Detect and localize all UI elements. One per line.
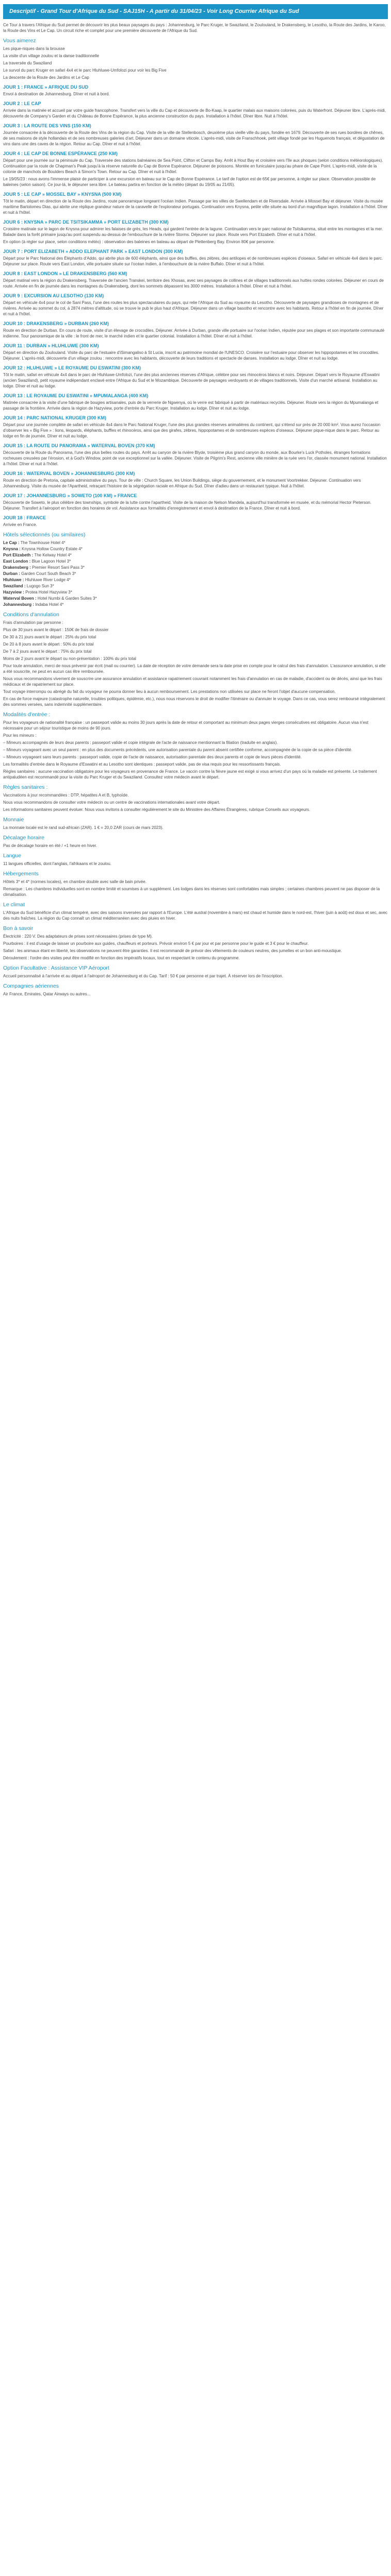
section-paragraph: Les formalités d'entrée dans le Royaume d'Eswatini et au Lesotho sont identiques : passeport valide, pas de visa requis pour les ressortissants français. (3, 762, 281, 767)
info-sections (3, 612, 388, 997)
section-paragraph: Journée consacrée à la découverte de la Route des Vins de la région du Cap. Visite de la ville de Stellenbosch, deuxième plus vieille ville du pays, fondée en 1679. Découverte de ses rues bordées de chênes, de ses maisons de style hollandais et de ses nombreuses galeries d'art. Déjeuner dans un domaine viticole. L'après-midi, visite de Franschhoek, petit village fondé par les Huguenots français, et dégustation de vins dans une des caves de la région. Retour au Cap. Dîner et nuit à l'hôtel. (3, 130, 385, 146)
section-paragraph: Moins de 2 jours avant le départ ou non-présentation : 100% du prix total (3, 656, 136, 661)
section-paragraph: Départ pour une journée sur la péninsule du Cap. Traversée des stations balnéaires de Sea Point, Clifton et Camps Bay. Arrêt à Hout Bay et croisière vers l'île aux phoques (selon conditions météorologiques). Continuation par la route de Chapman's Peak jusqu'à la réserve naturelle du Cap de Bonne Espérance. Déjeuner de poissons. Montée en funiculaire jusqu'au phare de Cape Point. L'après-midi, visite de la colonie de manchots de Boulders Beach à Simon's Town. Retour au Cap. Dîner et nuit à l'hôtel. (3, 158, 383, 174)
hotel-name: Protea Hotel Hazyview 3* (25, 590, 72, 595)
section-paragraph: Plus de 30 jours avant le départ : 150€ de frais de dossier (3, 628, 109, 632)
section-paragraph: Arrivée en France. (3, 522, 37, 527)
hotel-name: The Townhouse Hotel 4* (20, 540, 66, 545)
section-paragraph: La descente de la Route des Jardins et Le Cap (3, 75, 89, 80)
section-heading: Le climat (3, 902, 25, 908)
section-paragraph: Les informations sanitaires peuvent évoluer. Nous vous invitons à consulter régulièrement le site du Ministère des Affaires Étrangères, rubrique Conseils aux voyageurs. (3, 807, 311, 812)
section-paragraph: Départ matinal vers la région du Drakensberg. Traversée de l'ancien Transkei, territoire des Xhosas, avec ses paysages de collines et de villages traditionnels aux huttes rondes colorées. Déjeuner en cours de route. Arrivée en fin de journée dans les montagnes du Drakensberg, dont les sommets dépassent les 3000 mètres. Installation à l'hôtel. Dîner et nuit à l'hôtel. (3, 278, 384, 289)
section-paragraph: Départ pour le Parc National des Éléphants d'Addo, qui abrite plus de 600 éléphants, ainsi que des buffles, des zèbres, des antilopes et de nombreuses espèces d'oiseaux. Safari en véhicule 4x4 dans le parc. Déjeuner sur place. Route vers East London, ville portuaire située sur l'océan Indien, à l'embouchure de la rivière Buffalo. Dîner et nuit à l'hôtel. (3, 256, 383, 266)
section-paragraph: En option (à régler sur place, selon conditions météo) : observation des baleines en bateau au départ de Plettenberg Bay. Environ 80€ par personne. (3, 240, 275, 244)
section-paragraph: Nous vous recommandons de consulter votre médecin ou un centre de vaccinations internationales avant votre départ. (3, 800, 220, 805)
section-paragraph: Matinée consacrée à la visite d'une fabrique de bougies artisanales, puis de la verrerie de Ngwenya, où le verre est fabriqué à partir de matériaux recyclés. Déjeuner. Route vers la région du Mpumalanga et passage de la frontière. Arrivée dans la région de Hazyview, porte d'entrée du Parc Kruger. Installation au lodge. Dîner et nuit au lodge. (3, 400, 379, 411)
section-paragraph: De 30 à 21 jours avant le départ : 25% du prix total (3, 635, 96, 639)
section-paragraph: Envol à destination de Johannesburg. Dîner et nuit à bord. (3, 92, 110, 96)
section-heading: JOUR 7 : PORT ELIZABETH » ADDO ELEPHANT PARK » EAST LONDON (300 KM) (3, 249, 183, 254)
section-paragraph: Tôt le matin, safari en véhicule 4x4 dans le parc de Hluhluwe-Umfolozi, l'une des plus anciennes réserves d'Afrique, célèbre pour ses rhinocéros blancs et noirs. Déjeuner. Départ vers le Royaume d'Eswatini (ancien Swaziland), petit royaume indépendant enclavé entre l'Afrique du Sud et le Mozambique. Découverte de paysages verdoyants et de villages traditionnels. Visite d'un marché artisanal. Installation au lodge. Dîner et nuit au lodge. (3, 372, 380, 388)
section-paragraph: L'Afrique du Sud bénéficie d'un climat tempéré, avec des saisons inversées par rapport à l'Europe. L'été austral (novembre à mars) est chaud et humide dans le nord-est, l'hiver (juin à août) est doux et sec, avec des nuits fraîches. La région du Cap connaît un climat méditerranéen avec des pluies en hiver. (3, 910, 387, 921)
section-paragraph: Départ en véhicule 4x4 pour le col de Sani Pass, l'une des routes les plus spectaculaires du pays, qui relie l'Afrique du Sud au royaume du Lesotho. Découverte de paysages grandioses de montagnes et de rivières. Arrivée au sommet du col, à 2874 mètres d'altitude, où se trouve le pub le plus haut d'Afrique. Déjeuner dans un village basotho et rencontre avec les habitants. Retour à l'hôtel en fin de journée. Dîner et nuit à l'hôtel. (3, 300, 384, 316)
section-paragraph: En cas de force majeure (catastrophe naturelle, troubles politiques, épidémie, etc.), nous nous réservons le droit de modifier l'itinéraire ou d'annuler le voyage. Dans ce cas, vous serez remboursé intégralement des sommes versées, sans indemnité supplémentaire. (3, 697, 385, 707)
hotel-place: Hazyview : (3, 590, 24, 595)
section-heading: JOUR 5 : LE CAP » MOSSEL BAY » KNYSNA (500 KM) (3, 192, 122, 197)
section-paragraph: La visite d'un village zoulou et la danse traditionnelle (3, 54, 100, 58)
hotel-name: Indaba Hotel 4* (35, 602, 64, 607)
hotel-row (3, 540, 388, 546)
section-heading: JOUR 12 : HLUHLUWE » LE ROYAUME DU ESWATINI (300 KM) (3, 365, 141, 370)
section-heading: JOUR 16 : WATERVAL BOVEN » JOHANNESBURG (300 KM) (3, 471, 135, 476)
itinerary-sections (3, 38, 388, 528)
section-paragraph: Vaccinations à jour recommandées : DTP, hépatites A et B, typhoïde. (3, 793, 129, 798)
hotels-heading: Hôtels sélectionnés (ou similaires) (3, 532, 86, 538)
section-heading: JOUR 15 : LA ROUTE DU PANORAMA » WATERVAL BOVEN (370 KM) (3, 443, 155, 448)
section-paragraph: 11 langues officielles, dont l'anglais, l'afrikaans et le zoulou. (3, 861, 111, 866)
section-heading: JOUR 8 : EAST LONDON » LE DRAKENSBERG (560 KM) (3, 271, 127, 276)
hotel-place: Swaziland : (3, 584, 26, 588)
section-paragraph: Frais d'annulation par personne : (3, 620, 63, 625)
section-heading: JOUR 17 : JOHANNESBURG » SOWETO (100 KM) » FRANCE (3, 493, 137, 498)
section-paragraph: Air France, Emirates, Qatar Airways ou autres... (3, 992, 91, 996)
section-heading: JOUR 9 : EXCURSION AU LESOTHO (130 KM) (3, 293, 104, 298)
section-heading: Règles sanitaires : (3, 784, 48, 790)
hotel-row (3, 583, 388, 589)
section-paragraph: Hôtels 3* et 4* (normes locales), en chambre double avec salle de bain privée. (3, 879, 146, 884)
hotel-row (3, 577, 388, 583)
hotel-name: Premier Resort Sani Pass 3* (32, 565, 85, 570)
section-paragraph: De 7 à 2 jours avant le départ : 75% du prix total (3, 649, 92, 654)
section-paragraph: Le survol du parc Kruger en safari 4x4 et le parc Hluhluwe-Umfolozi pour voir les Big Five (3, 68, 167, 73)
hotel-name: Garden Court South Beach 3* (21, 571, 76, 576)
page (0, 0, 391, 1009)
hotel-row (3, 565, 388, 570)
section-heading: Langue (3, 853, 22, 859)
section-heading: Modalités d'entrée : (3, 711, 51, 718)
section-paragraph: Tôt le matin, départ en direction de la Route des Jardins, route panoramique longeant l'océan Indien. Passage par les villes de Swellendam et de Riversdale. Arrivée à Mossel Bay et déjeuner. Visite du musée maritime Bartolomeu Dias, qui abrite une réplique grandeur nature de la caravelle de l'explorateur portugais. Continuation vers Knysna, petite ville située au bord d'un magnifique lagon. Installation à l'hôtel. Dîner et nuit à l'hôtel. (3, 199, 388, 215)
section-paragraph: Pour les mineurs : (3, 733, 37, 738)
hotel-row (3, 546, 388, 552)
section-heading: Compagnies aériennes (3, 983, 59, 989)
section-heading: Décalage horaire (3, 835, 44, 841)
section-paragraph: Le 19/05/23 : nous avons l'immense plaisir de participer à une excursion en bateau sur le Cap de Bonne Espérance. Le tarif de l'option est de 65€ par personne, à régler sur place. Observation possible de baleines (selon saison). Ce jour-là, le déjeuner sera libre. Le bateau partira en fonction de la météo (départ du 19/05 au 21/05). (3, 177, 376, 187)
section-paragraph: Accueil personnalisé à l'arrivée et au départ à l'aéroport de Johannesburg et du Cap. Tarif : 50 € par personne et par trajet. À réserver lors de l'inscription. (3, 974, 283, 978)
section-paragraph: Route en direction de Pretoria, capitale administrative du pays. Tour de ville : Church Square, les Union Buildings, siège du gouvernement, et le monument Voortrekker. Déjeuner. Continuation vers Johannesburg. Visite du musée de l'Apartheid, retraçant l'histoire de la ségrégation raciale en Afrique du Sud. Dîner d'adieu dans un restaurant typique. Nuit à l'hôtel. (3, 478, 361, 488)
section-heading: JOUR 11 : DURBAN » HLUHLUWE (300 KM) (3, 343, 99, 348)
section-heading: JOUR 6 : KNYSNA » PARC DE TSITSIKAMMA » PORT ELIZABETH (300 KM) (3, 219, 169, 225)
section-paragraph: Pourboires : il est d'usage de laisser un pourboire aux guides, chauffeurs et porteurs. Prévoir environ 5 € par jour et par personne pour le guide et 3 € pour le chauffeur. (3, 941, 309, 946)
section-paragraph: Tout voyage interrompu ou abrégé du fait du voyageur ne pourra donner lieu à aucun remboursement. Les prestations non utilisées sur place ne feront l'objet d'aucune compensation. (3, 689, 336, 694)
hotel-place: Knysna : (3, 547, 21, 551)
hotel-name: Hluhluwe River Lodge 4* (25, 578, 71, 582)
section-paragraph: – Mineurs voyageant sans leurs parents : passeport valide, copie de l'acte de naissance, autorisation parentale des deux parents et copie de leurs pièces d'identité. (3, 755, 302, 759)
hotel-name: The Kelway Hotel 4* (34, 553, 72, 557)
section-paragraph: Pour les voyageurs de nationalité française : un passeport valide au moins 30 jours après la date de retour et comportant au minimum deux pages vierges consécutives est obligatoire. Aucun visa n'est nécessaire pour un séjour touristique de moins de 90 jours. (3, 720, 369, 731)
section-paragraph: Règles sanitaires : aucune vaccination obligatoire pour les voyageurs en provenance de France. Le vaccin contre la fièvre jaune est exigé si vous arrivez d'un pays où la maladie est présente. Le traitement antipaludéen est recommandé pour la visite du Parc Kruger et du Swaziland. Consultez votre médecin avant le départ. (3, 769, 377, 779)
section-paragraph: Safari : les animaux étant en liberté, les observations ne peuvent être garanties. Il est recommandé de prévoir des vêtements de couleurs neutres, des jumelles et un bon anti-moustique. (3, 948, 342, 953)
section-heading: Conditions d'annulation (3, 612, 59, 618)
intro-text: Ce Tour à travers l'Afrique du Sud permet de découvrir les plus beaux paysages du pays : Johannesburg, le Parc Kruger, le Swaziland, le Zoulouland, le Drakensberg, le Lesotho, la Route des Jardins, le Karoo, la Route des Vins et Le Cap. Un circuit riche et complet pour une première découverte de l'Afrique du Sud. (3, 23, 386, 33)
section-heading: JOUR 3 : LA ROUTE DES VINS (150 KM) (3, 123, 91, 128)
section-paragraph: De 20 à 8 jours avant le départ : 50% du prix total (3, 642, 94, 647)
section-paragraph: Nous vous recommandons vivement de souscrire une assurance annulation et assistance rapatriement couvrant notamment les frais d'annulation en cas de maladie, d'accident ou de décès, ainsi que les frais médicaux et de rapatriement sur place. (3, 676, 382, 687)
section-heading: JOUR 2 : LE CAP (3, 101, 41, 106)
section-paragraph: Déroulement : l'ordre des visites peut être modifié en fonction des impératifs locaux, tout en respectant le contenu du programme. (3, 956, 240, 960)
section-paragraph: Départ pour une journée complète de safari en véhicule 4x4 dans le Parc National Kruger, l'une des plus grandes réserves animalières du continent, qui s'étend sur près de 20 000 km². Vous aurez l'occasion d'observer les « Big Five » : lions, léopards, éléphants, buffles et rhinocéros, ainsi que des girafes, zèbres, hippopotames et de nombreuses espèces d'oiseaux. Déjeuner pique-nique dans le parc. Retour au lodge en fin de journée. Dîner et nuit au lodge. (3, 422, 381, 438)
section-paragraph: Les pique-niques dans la brousse (3, 46, 65, 51)
section-heading: JOUR 13 : LE ROYAUME DU ESWATINI » MPUMALANGA (400 KM) (3, 393, 149, 398)
hotel-name: Hotel Numbi & Garden Suites 3* (37, 596, 97, 601)
section-paragraph: La monnaie locale est le rand sud-africain (ZAR). 1 € = 20,0 ZAR (cours de mars 2023). (3, 825, 164, 830)
hotel-row (3, 596, 388, 601)
section-paragraph: Arrivée dans la matinée et accueil par votre guide francophone. Transfert vers la ville du Cap et découverte de Bo-Kaap, le quartier malais aux maisons colorées, puis du Waterfront. Déjeuner libre. L'après-midi, découverte de Company's Garden et du Château de Bonne Espérance, la plus ancienne construction du pays. Installation à l'hôtel. Dîner libre. Nuit à l'hôtel. (3, 108, 386, 118)
section-heading: Hébergements (3, 871, 39, 877)
title-banner (3, 4, 388, 19)
hotel-place: Durban : (3, 571, 20, 576)
section-paragraph: – Mineurs accompagnés de leurs deux parents : passeport valide et copie intégrale de l'acte de naissance mentionnant la filiation (traduite en anglais). (3, 740, 278, 745)
section-heading: Option Facultative : Assistance VIP Aéroport (3, 965, 109, 971)
hotel-row (3, 589, 388, 595)
page-title: Descriptif - Grand Tour d'Afrique du Sud - SAJ15H - A partir du 31/04/23 - Voir Long Courrier Afrique du Sud (9, 8, 299, 14)
hotel-row (3, 602, 388, 607)
section-paragraph: La traversée du Swaziland (3, 61, 52, 65)
hotel-place: Le Cap : (3, 540, 20, 545)
section-heading: JOUR 10 : DRAKENSBERG » DURBAN (260 KM) (3, 321, 109, 326)
hotel-row (3, 571, 388, 577)
section-paragraph: Découverte de la Route du Panorama, l'une des plus belles routes du pays. Arrêt au canyon de la rivière Blyde, troisième plus grand canyon du monde, aux Bourke's Luck Potholes, étranges formations rocheuses creusées par l'érosion, et à God's Window, point de vue exceptionnel sur la vallée. Déjeuner. Visite de Pilgrim's Rest, ancienne ville minière de la ruée vers l'or, classée monument national. Installation à l'hôtel. Dîner et nuit à l'hôtel. (3, 450, 387, 466)
hotel-row (3, 552, 388, 558)
hotel-row (3, 558, 388, 564)
section-paragraph: – Mineurs voyageant avec un seul parent : en plus des documents précédents, une autorisation parentale du parent absent certifiée conforme, accompagnée de la copie de sa pièce d'identité. (3, 748, 353, 752)
hotel-place: East London : (3, 559, 31, 564)
section-paragraph: Route en direction de Durban. En cours de route, visite d'un élevage de crocodiles. Déjeuner. Arrivée à Durban, grande ville portuaire sur l'océan Indien, réputée pour ses plages et son importante communauté indienne. Tour panoramique de la ville : le front de mer, le marché indien et le quartier colonial. Installation à l'hôtel. Dîner et nuit à l'hôtel. (3, 328, 385, 338)
hotel-place: Johannesburg : (3, 602, 35, 607)
section-heading: JOUR 4 : LE CAP DE BONNE ESPÉRANCE (250 KM) (3, 151, 118, 156)
section-heading: Monnaie (3, 817, 24, 823)
hotel-place: Hluhluwe : (3, 578, 24, 582)
section-paragraph: Découverte de Soweto, le plus célèbre des townships, symbole de la lutte contre l'apartheid. Visite de la maison de Nelson Mandela, aujourd'hui transformée en musée, et du mémorial Hector Pieterson. Déjeuner. Transfert à l'aéroport en fonction des horaires de vol. Assistance aux formalités d'enregistrement et envol à destination de la France. Dîner et nuit à bord. (3, 500, 371, 511)
hotels-list (3, 540, 388, 607)
section-paragraph: Pour toute annulation, merci de nous prévenir par écrit (mail ou courrier). La date de réception de votre demande sera la date prise en compte pour le calcul des frais d'annulation. L'assurance annulation, si elle a été souscrite, ne peut en aucun cas être remboursée. (3, 664, 386, 674)
hotel-place: Drakensberg : (3, 565, 31, 570)
section-paragraph: Départ en direction du Zoulouland. Visite du parc de l'estuaire d'iSimangaliso à St Lucia, inscrit au patrimoine mondial de l'UNESCO. Croisière sur l'estuaire pour observer les hippopotames et les crocodiles. Déjeuner. L'après-midi, découverte d'un village zoulou : rencontre avec les habitants, découverte de leurs traditions et spectacle de danses. Installation au lodge. Dîner et nuit au lodge. (3, 350, 379, 361)
section-paragraph: Remarque : Les chambres individuelles sont en nombre limité et soumises à un supplément. Les lodges dans les réserves sont confortables mais simples ; certaines chambres peuvent ne pas disposer de la climatisation. (3, 887, 380, 897)
section-heading: Vous aimerez (3, 38, 36, 44)
hotel-place: Port Elizabeth : (3, 553, 34, 557)
hotel-name: Blue Lagoon Hotel 3* (31, 559, 71, 564)
section-paragraph: Croisière matinale sur le lagon de Knysna pour admirer les falaises de grès, les Heads, qui gardent l'entrée de la lagune. Continuation vers le parc national de Tsitsikamma, situé entre les montagnes et la mer. Balade dans la forêt primaire jusqu'au pont suspendu au-dessus de l'embouchure de la rivière Storms. Déjeuner sur place. Route vers Port Elizabeth. Dîner et nuit à l'hôtel. (3, 227, 383, 237)
hotel-name: Knysna Hollow Country Estate 4* (22, 547, 83, 551)
section-heading: JOUR 14 : PARC NATIONAL KRUGER (300 KM) (3, 415, 107, 420)
section-heading: Bon à savoir (3, 925, 34, 931)
hotel-name: Lugogo Sun 3* (26, 584, 54, 588)
section-heading: JOUR 18 : FRANCE (3, 515, 46, 520)
section-paragraph: Pas de décalage horaire en été / +1 heure en hiver. (3, 843, 97, 848)
section-paragraph: Électricité : 220 V. Des adaptateurs de prises sont nécessaires (prises de type M). (3, 934, 153, 939)
hotel-place: Waterval Boven : (3, 596, 37, 601)
section-heading: JOUR 1 : FRANCE » AFRIQUE DU SUD (3, 84, 89, 90)
